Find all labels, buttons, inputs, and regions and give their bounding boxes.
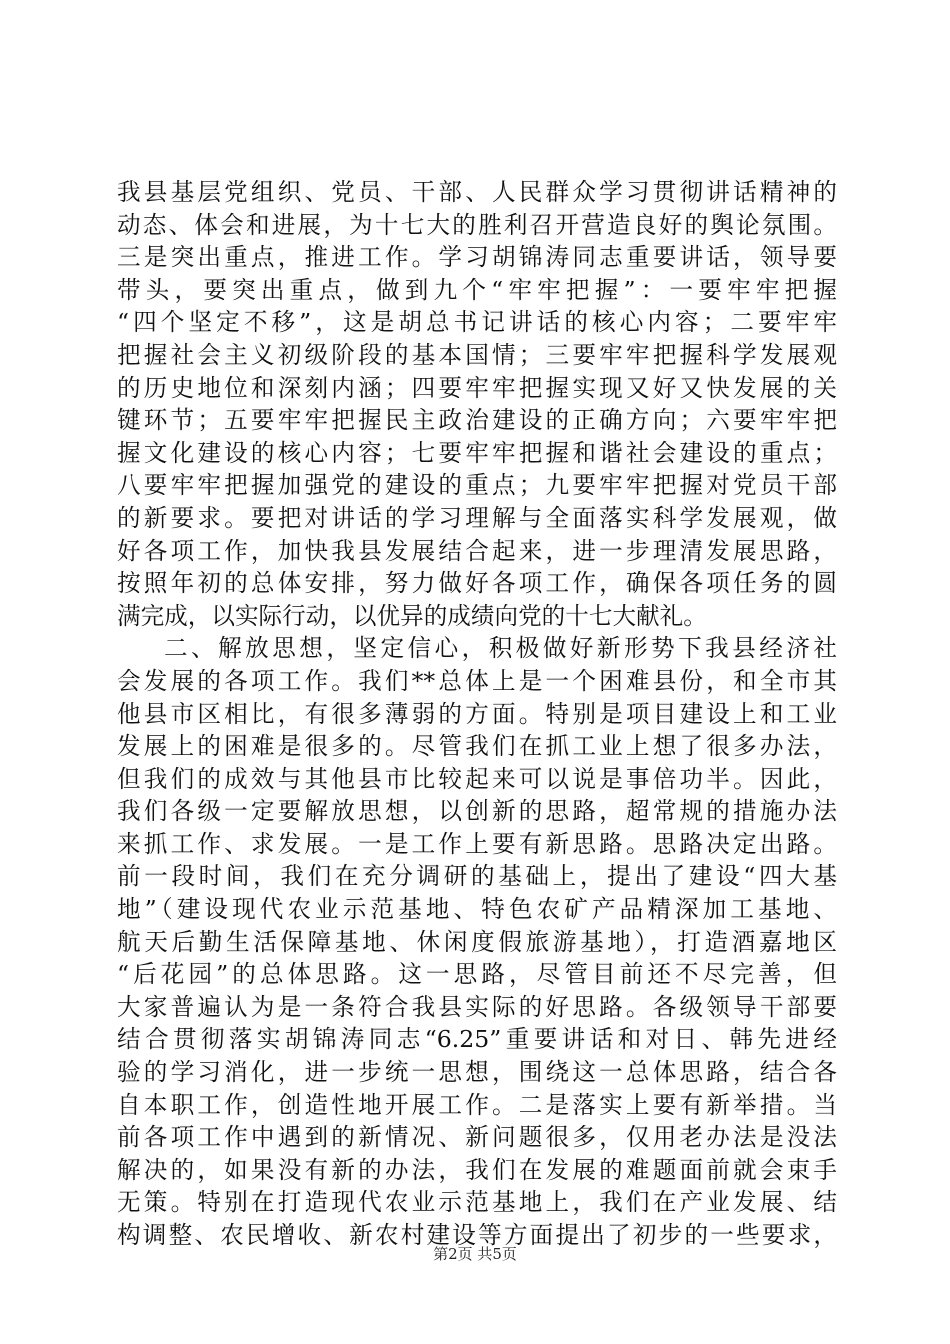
text-line: 的历史地位和深刻内涵；四要牢牢把握实现又好又快发展的关 <box>117 373 837 402</box>
text-line: 八要牢牢把握加强党的建设的重点；九要牢牢把握对党员干部 <box>117 471 837 500</box>
text-line: 地”（建设现代农业示范基地、特色农矿产品精深加工基地、 <box>117 895 837 924</box>
text-line: 验的学习消化，进一步统一思想，围绕这一总体思路，结合各 <box>117 1058 837 1087</box>
text-line: 的新要求。要把对讲话的学习理解与全面落实科学发展观，做 <box>117 503 837 532</box>
text-line: 好各项工作，加快我县发展结合起来，进一步理清发展思路， <box>117 536 837 565</box>
text-line: 来抓工作、求发展。一是工作上要有新思路。思路决定出路。 <box>117 829 837 858</box>
text-line: 带头，要突出重点，做到九个“牢牢把握”：一要牢牢把握 <box>117 275 837 304</box>
text-line: 前一段时间，我们在充分调研的基础上，提出了建设“四大基 <box>117 862 837 891</box>
text-line: 我县基层党组织、党员、干部、人民群众学习贯彻讲话精神的 <box>117 178 837 206</box>
text-line: 握文化建设的核心内容；七要牢牢把握和谐社会建设的重点； <box>117 438 837 467</box>
text-line: 发展上的困难是很多的。尽管我们在抓工业上想了很多办法， <box>117 732 837 761</box>
text-line: 前各项工作中遇到的新情况、新问题很多，仅用老办法是没法 <box>117 1123 837 1152</box>
text-line: 会发展的各项工作。我们**总体上是一个困难县份，和全市其 <box>117 666 837 695</box>
text-line: 但我们的成效与其他县市比较起来可以说是事倍功半。因此， <box>117 764 837 793</box>
paragraph-first-line: 二、解放思想，坚定信心，积极做好新形势下我县经济社 <box>164 634 837 663</box>
text-line: “后花园”的总体思路。这一思路，尽管目前还不尽完善，但 <box>117 960 837 989</box>
text-line: 他县市区相比，有很多薄弱的方面。特别是项目建设上和工业 <box>117 699 837 728</box>
text-line: 我们各级一定要解放思想，以创新的思路，超常规的措施办法 <box>117 797 837 826</box>
text-line: 三是突出重点，推进工作。学习胡锦涛同志重要讲话，领导要 <box>117 243 837 272</box>
text-line: 自本职工作，创造性地开展工作。二是落实上要有新举措。当 <box>117 1090 837 1119</box>
text-line: 把握社会主义初级阶段的基本国情；三要牢牢把握科学发展观 <box>117 340 837 369</box>
text-line: 航天后勤生活保障基地、休闲度假旅游基地），打造酒嘉地区 <box>117 927 837 956</box>
text-line: 解决的，如果没有新的办法，我们在发展的难题面前就会束手 <box>117 1155 837 1184</box>
text-line: 大家普遍认为是一条符合我县实际的好思路。各级领导干部要 <box>117 992 837 1021</box>
page-number-footer: 第2页 共5页 <box>433 1245 517 1263</box>
text-line: 无策。特别在打造现代农业示范基地上，我们在产业发展、结 <box>117 1188 837 1217</box>
text-line: 动态、体会和进展，为十七大的胜利召开营造良好的舆论氛围。 <box>117 210 837 239</box>
body-text <box>117 176 837 1252</box>
text-line: 结合贯彻落实胡锦涛同志“6.25”重要讲话和对日、韩先进经 <box>117 1025 837 1054</box>
text-line: 满完成，以实际行动，以优异的成绩向党的十七大献礼。 <box>117 601 707 630</box>
text-line: 键环节；五要牢牢把握民主政治建设的正确方向；六要牢牢把 <box>117 406 837 435</box>
text-line: “四个坚定不移”，这是胡总书记讲话的核心内容；二要牢牢 <box>117 308 837 337</box>
text-line: 构调整、农民增收、新农村建设等方面提出了初步的一些要求， <box>117 1221 837 1249</box>
text-line: 按照年初的总体安排，努力做好各项工作，确保各项任务的圆 <box>117 569 837 598</box>
